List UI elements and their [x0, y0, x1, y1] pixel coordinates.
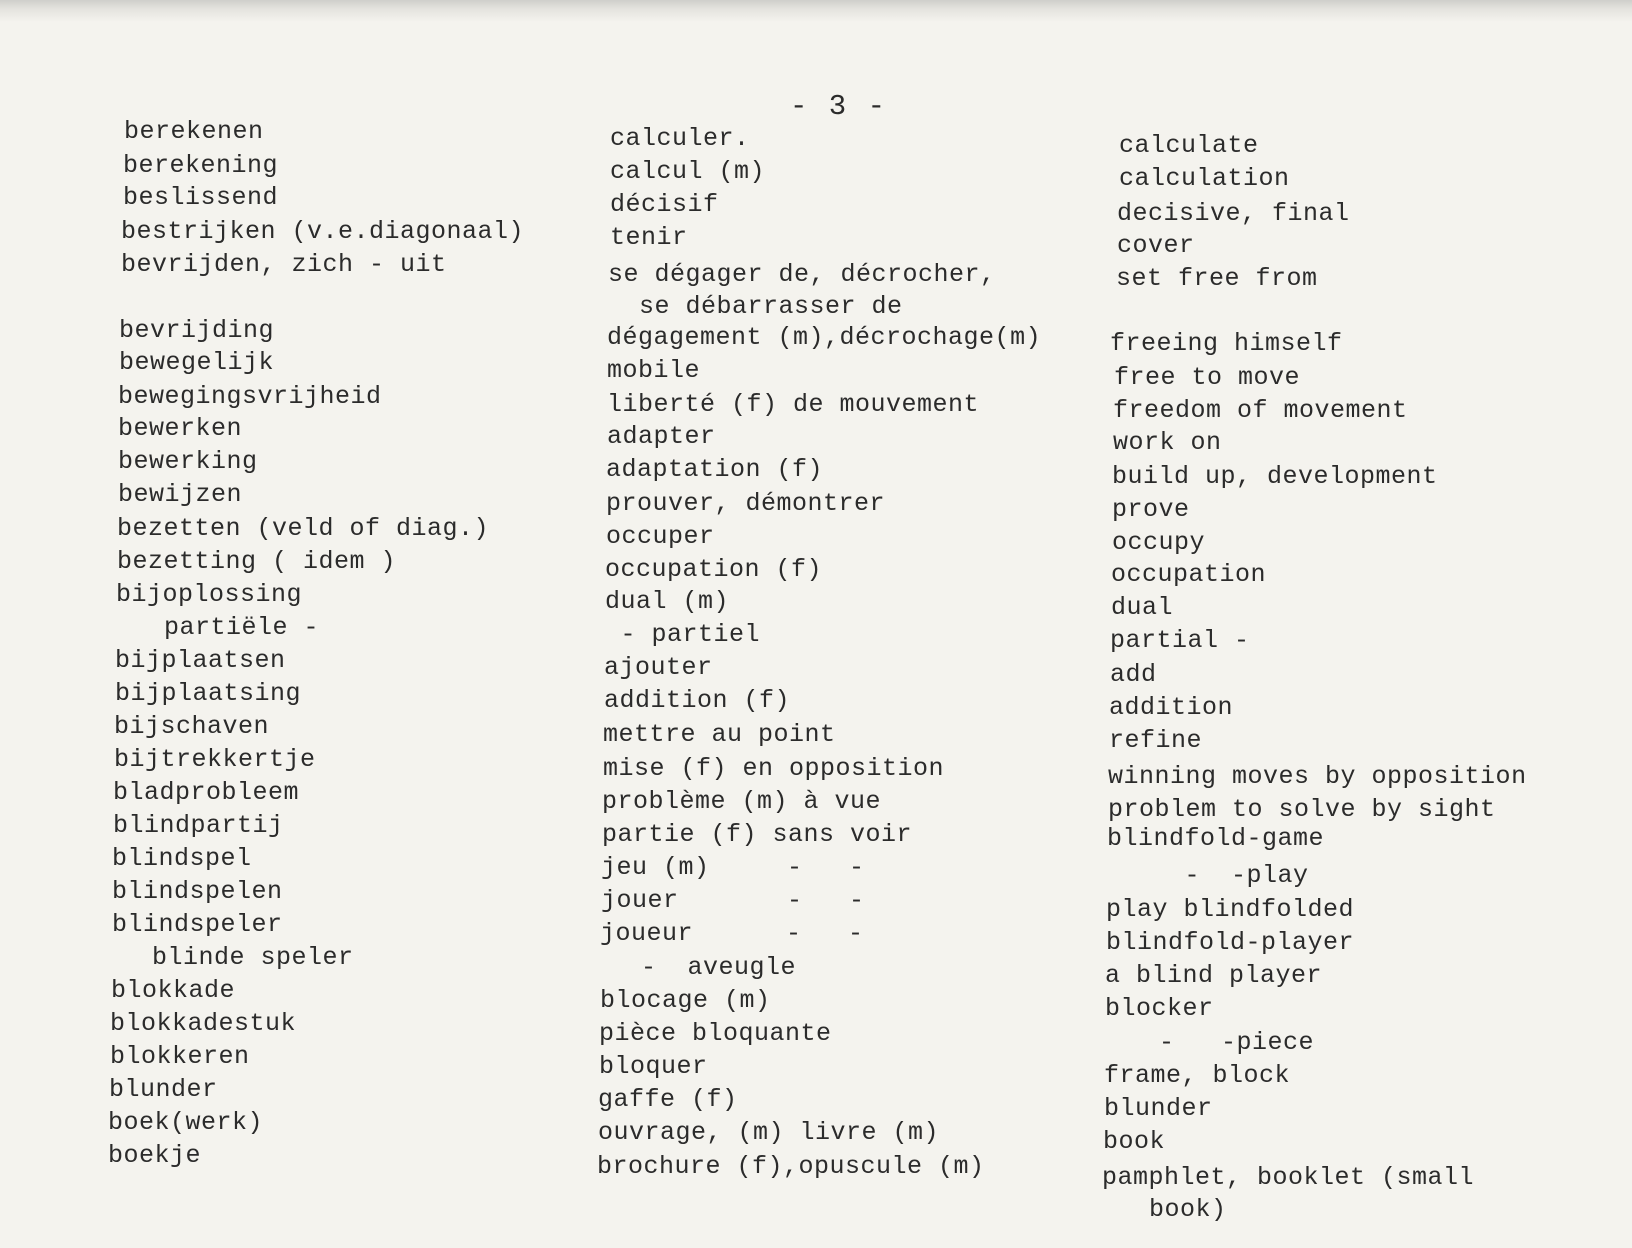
dutch-entry: blindspel [112, 844, 252, 873]
french-entry: calcul (m) [610, 157, 766, 186]
english-entry: a blind player [1105, 961, 1323, 990]
dutch-entry: bewijzen [118, 480, 243, 509]
french-entry: mise (f) en opposition [603, 754, 945, 783]
french-entry: adapter [607, 422, 716, 451]
dutch-entry: bladprobleem [113, 778, 300, 807]
french-entry: dégagement (m),décrochage(m) [607, 323, 1042, 352]
english-entry: cover [1117, 231, 1195, 260]
dutch-entry: blindpartij [113, 811, 284, 840]
french-entry: adaptation (f) [606, 455, 824, 484]
french-entry: - aveugle [610, 953, 797, 982]
english-entry: build up, development [1112, 462, 1438, 491]
dutch-entry: bevrijden, zich - uit [121, 250, 447, 279]
dutch-entry: bewerken [118, 414, 243, 443]
french-entry: jeu (m) - - [601, 853, 865, 882]
dutch-entry: blindspeler [112, 910, 283, 939]
english-entry: blindfold-game [1107, 824, 1325, 853]
french-entry: liberté (f) de mouvement [607, 390, 980, 419]
english-entry: blunder [1104, 1094, 1213, 1123]
page-top-shadow [0, 0, 1632, 22]
english-entry: work on [1113, 428, 1222, 457]
french-entry: prouver, démontrer [606, 489, 886, 518]
dutch-entry: blokkeren [110, 1042, 250, 1071]
english-entry: prove [1112, 495, 1190, 524]
english-entry: book [1103, 1127, 1166, 1156]
english-entry: play blindfolded [1106, 895, 1355, 924]
french-entry: addition (f) [604, 686, 791, 715]
french-entry: mettre au point [603, 720, 836, 749]
english-entry: decisive, final [1117, 199, 1350, 228]
dutch-entry: partiële - [133, 613, 320, 642]
french-entry: dual (m) [605, 587, 730, 616]
dutch-entry: bezetting ( idem ) [117, 547, 397, 576]
dutch-entry: blokkade [111, 976, 236, 1005]
english-entry: set free from [1116, 264, 1318, 293]
english-entry: blindfold-player [1106, 928, 1355, 957]
french-entry: brochure (f),opuscule (m) [597, 1152, 985, 1181]
dutch-entry: bevrijding [119, 316, 275, 345]
dutch-entry: bewegingsvrijheid [118, 382, 382, 411]
dutch-entry: boek(werk) [108, 1108, 264, 1137]
french-entry: partie (f) sans voir [602, 820, 913, 849]
french-entry: gaffe (f) [598, 1085, 738, 1114]
dutch-entry: bestrijken (v.e.diagonaal) [121, 217, 525, 246]
english-entry: free to move [1114, 363, 1301, 392]
english-entry: - -play [1107, 861, 1309, 890]
french-entry: se débarrasser de [608, 292, 903, 321]
english-entry: occupation [1111, 560, 1267, 589]
english-entry: blocker [1105, 994, 1214, 1023]
english-entry: addition [1109, 693, 1234, 722]
french-entry: mobile [607, 356, 701, 385]
dutch-entry: bijtrekkertje [114, 745, 316, 774]
dutch-entry: berekening [123, 151, 279, 180]
dutch-entry: beslissend [123, 183, 279, 212]
english-entry: - -piece [1128, 1028, 1315, 1057]
english-entry: add [1110, 660, 1157, 689]
french-entry: jouer - - [601, 886, 865, 915]
english-entry: problem to solve by sight [1108, 795, 1496, 824]
dutch-entry: bezetten (veld of diag.) [117, 514, 490, 543]
french-entry: bloquer [599, 1052, 708, 1081]
dutch-entry: bijoplossing [116, 580, 303, 609]
english-entry: dual [1111, 593, 1174, 622]
english-entry: book) [1118, 1195, 1227, 1224]
french-entry: ajouter [604, 653, 713, 682]
dutch-entry: blinde speler [121, 943, 354, 972]
english-entry: refine [1109, 726, 1203, 755]
english-entry: freedom of movement [1113, 396, 1408, 425]
dutch-entry: bijplaatsen [115, 646, 286, 675]
french-entry: tenir [610, 223, 688, 252]
english-entry: calculate [1119, 131, 1259, 160]
dutch-entry: boekje [108, 1141, 202, 1170]
page-number: - 3 - [790, 90, 888, 123]
dutch-entry: blunder [109, 1075, 218, 1104]
english-entry: pamphlet, booklet (small [1102, 1163, 1475, 1192]
french-entry: pièce bloquante [599, 1019, 832, 1048]
english-entry: occupy [1112, 528, 1206, 557]
dutch-entry: bijschaven [114, 712, 270, 741]
french-entry: occuper [606, 522, 715, 551]
dutch-entry: berekenen [124, 117, 264, 146]
french-entry: joueur - - [600, 919, 864, 948]
french-entry: problème (m) à vue [602, 787, 882, 816]
english-entry: frame, block [1104, 1061, 1291, 1090]
french-entry: - partiel [605, 620, 761, 649]
dutch-entry: bijplaatsing [115, 679, 302, 708]
english-entry: winning moves by opposition [1108, 762, 1527, 791]
french-entry: se dégager de, décrocher, [608, 260, 996, 289]
english-entry: partial - [1110, 626, 1250, 655]
french-entry: décisif [610, 190, 719, 219]
french-entry: ouvrage, (m) livre (m) [598, 1118, 940, 1147]
french-entry: occupation (f) [605, 555, 823, 584]
french-entry: calculer. [610, 124, 750, 153]
english-entry: freeing himself [1110, 329, 1343, 358]
dutch-entry: blindspelen [112, 877, 283, 906]
french-entry: blocage (m) [600, 986, 771, 1015]
english-entry: calculation [1119, 164, 1290, 193]
dutch-entry: blokkadestuk [110, 1009, 297, 1038]
dutch-entry: bewegelijk [119, 348, 275, 377]
dutch-entry: bewerking [118, 447, 258, 476]
